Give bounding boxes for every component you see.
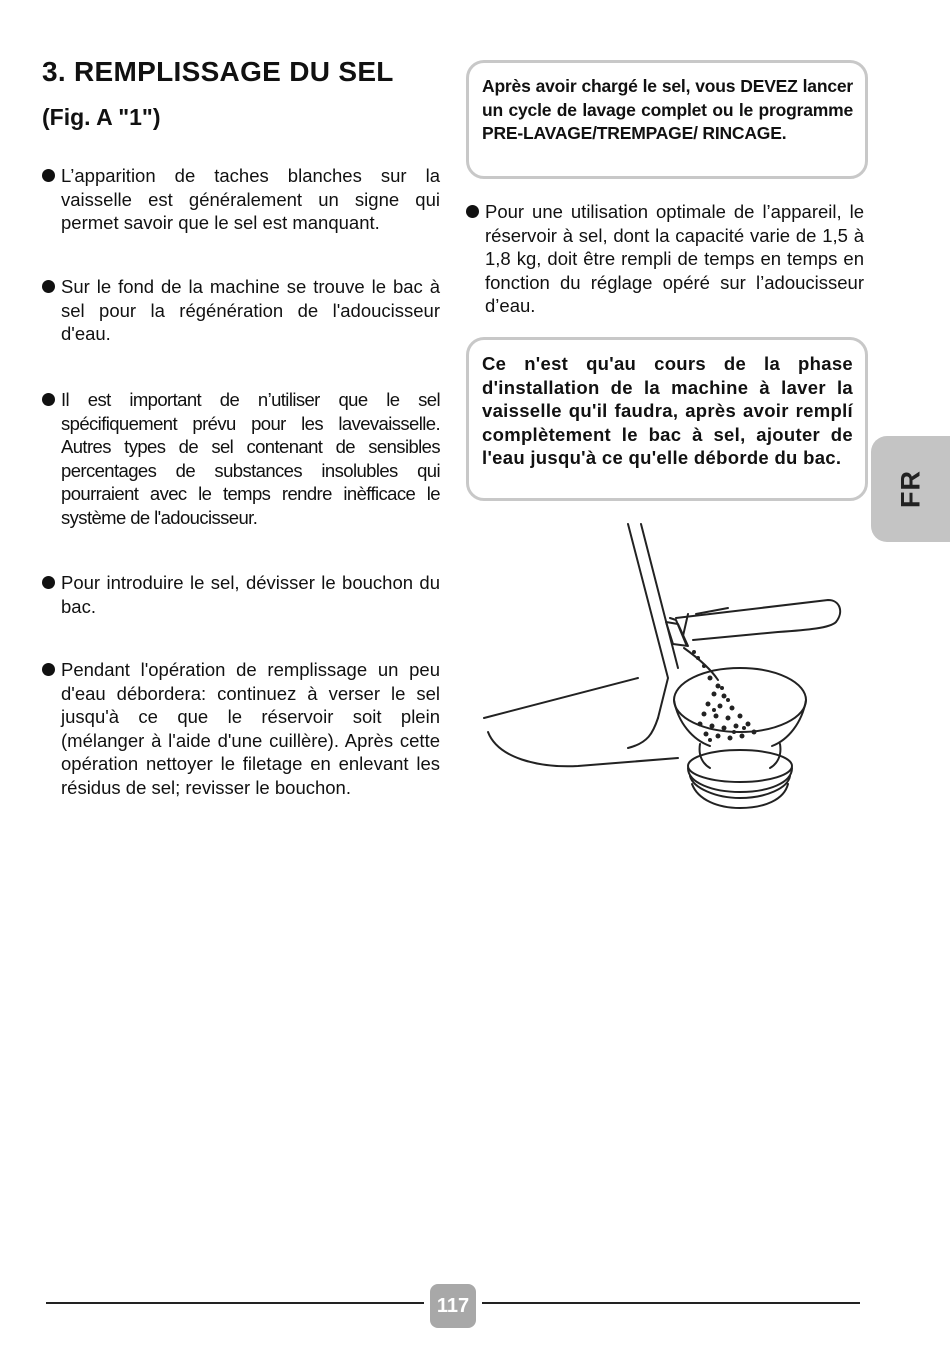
bullet-item	[42, 388, 440, 529]
bullet-dot-icon	[42, 576, 55, 589]
bullet-item	[42, 658, 440, 799]
bullet-item	[42, 275, 440, 346]
bullet-dot-icon	[42, 663, 55, 676]
bullet-item	[42, 164, 440, 235]
footer-rule-left	[46, 1302, 424, 1304]
bullet-text: Pendant l'opération de remplissage un peu d'eau débordera: continuez à verser le sel jusqu'à ce que le réservoir soit plein (mélanger à l'aide d'une cuillère). Après cette opération nettoyer le filetage en enlevant les résidus de sel; revisser le bouchon.	[61, 659, 440, 798]
bullet-text: Il est important de n’utiliser que le sel spécifiquement prévu pour les lavevaisselle. Autres types de sel contenant de sensibles percentages de substances insolubles qui pourraient avec le temps rendre inèfficace le système de l'adoucisseur.	[61, 389, 440, 528]
page-number-badge: 117	[430, 1284, 476, 1328]
language-tab	[871, 436, 950, 542]
bullet-dot-icon	[42, 393, 55, 406]
bullet-text: L’apparition de taches blanches sur la vaisselle est généralement un signe qui permet savoir que le sel est manquant.	[61, 165, 440, 233]
installation-note-box: Ce n'est qu'au cours de la phase d'installation de la machine à laver la vaisselle qu'il faudra, après avoir remplí complètement le bac à sel, ajouter de l'eau jusqu'à ce qu'elle déborde du bac.	[466, 337, 868, 501]
section-title: 3. REMPLISSAGE DU SEL	[42, 56, 394, 87]
bullet-text: Sur le fond de la machine se trouve le bac à sel pour la régénération de l'adoucisseur d'eau.	[61, 276, 440, 344]
language-tab-label: FR	[895, 470, 925, 508]
bullet-item	[466, 200, 864, 318]
footer-rule-right	[482, 1302, 860, 1304]
bullet-dot-icon	[466, 205, 479, 218]
figure-reference: (Fig. A "1")	[42, 104, 161, 130]
bullet-text: Pour une utilisation optimale de l’appareil, le réservoir à sel, dont la capacité varie de 1,5 à 1,8 kg, doit être rempli de temps en temps en fonction du réglage opéré sur l’adoucisseur d’eau.	[485, 201, 864, 316]
warning-note-box: Après avoir chargé le sel, vous DEVEZ lancer un cycle de lavage complet ou le programme PRE-LAVAGE/TREMPAGE/ RINCAGE.	[466, 60, 868, 179]
bullet-item	[42, 571, 440, 618]
salt-filling-illustration	[478, 518, 870, 818]
bullet-text: Pour introduire le sel, dévisser le bouchon du bac.	[61, 572, 440, 617]
bullet-dot-icon	[42, 280, 55, 293]
bullet-dot-icon	[42, 169, 55, 182]
